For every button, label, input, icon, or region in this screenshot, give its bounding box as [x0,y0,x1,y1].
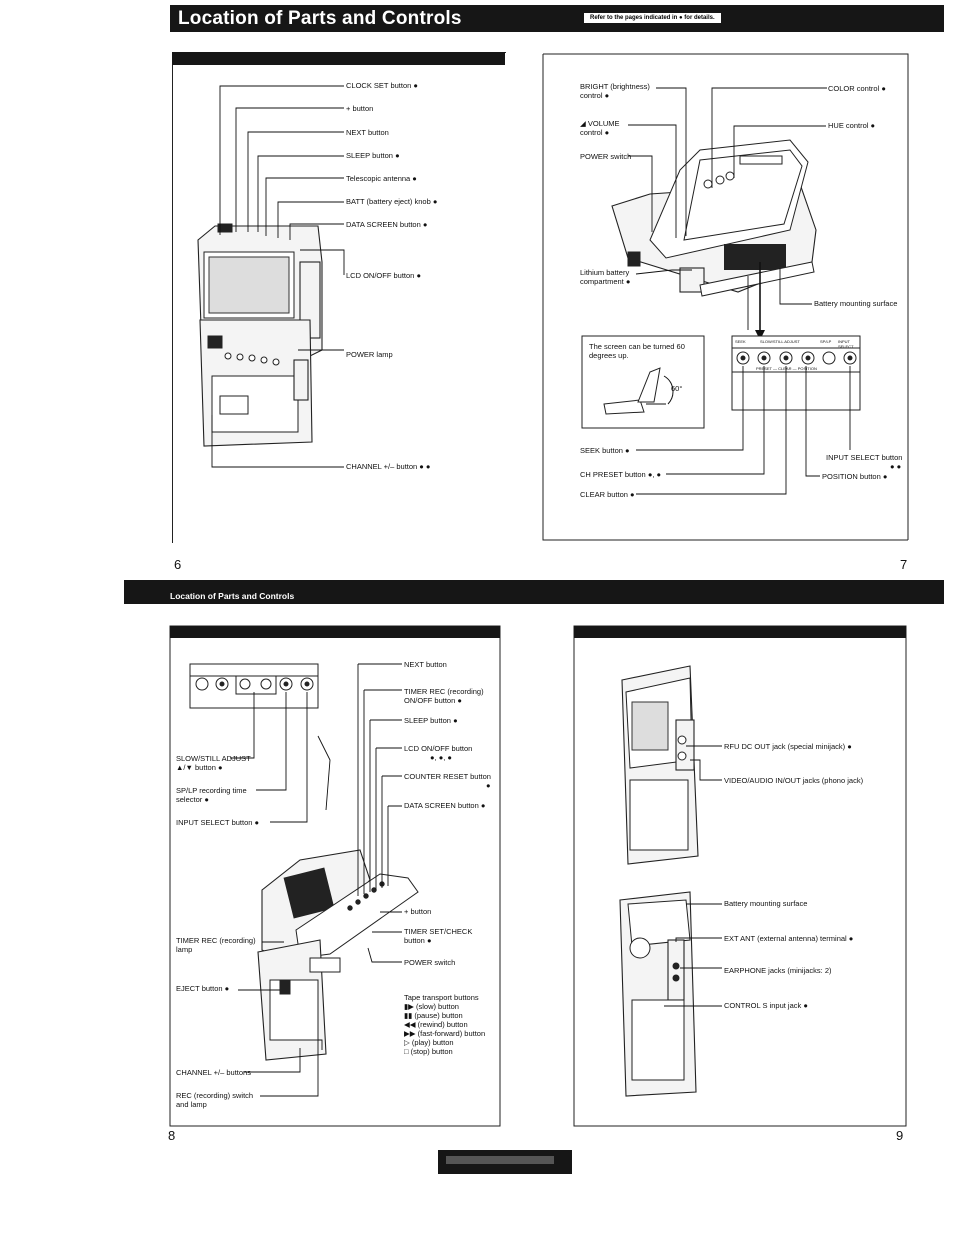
tv-side-device [622,666,698,864]
p8-sleep-label: SLEEP button ● [404,716,458,725]
ch-preset-text: CH PRESET button [580,470,646,479]
hue-control-label: HUE control ● [828,121,875,130]
power-lamp-label: POWER lamp [346,350,393,359]
page-number-7: 7 [900,557,908,572]
position-button-label: POSITION button ● [822,472,887,481]
p8-lcd-text: LCD ON/OFF button [404,744,473,753]
tape-item: ◀◀ (rewind) button [404,1020,468,1029]
p8-counter-text: COUNTER RESET button [404,772,491,781]
video-audio-label: VIDEO/AUDIO IN/OUT jacks (phono jack) [724,776,864,785]
p8-plus-label: + button [404,907,432,916]
clock-set-label: CLOCK SET button ● [346,81,418,90]
power-switch-label: POWER switch [580,152,632,161]
section-title: Location of Parts and Controls [170,591,295,601]
next-button-label: NEXT button [346,128,389,137]
panel-seek: SEEK [735,339,746,344]
p8-input-select-label: INPUT SELECT button ● [176,818,259,827]
rfu-jack-label: RFU DC OUT jack (special minijack) ● [724,742,852,751]
page-number-8: 8 [168,1128,176,1143]
tape-item: ▶▶ (fast-forward) button [404,1029,486,1038]
p8-timer-lamp-label: TIMER REC (recording) lamp [176,936,256,954]
tape-item: ▮▮ (pause) button [404,1011,463,1020]
panel-slow: SLOW/STILL ADJUST [760,339,800,344]
angle-label: 60° [671,384,683,393]
screen-note: The screen can be turned 60 degrees up. [589,342,685,360]
tape-item: ▷ (play) button [404,1038,454,1047]
section-bar [124,580,944,604]
panel-splp: SP/LP [820,339,832,344]
lithium-label: Lithium battery compartment ● [580,268,631,286]
p8-channel-label: CHANNEL +/– buttons [176,1068,251,1077]
p8-rec-switch-label: REC (recording) switch and lamp [176,1091,254,1109]
p8-splp-text: SP/LP recording time selector [176,786,247,804]
tv-back-device [620,892,696,1096]
p8-eject-label: EJECT button ● [176,984,229,993]
control-s-label: CONTROL S input jack ● [724,1001,808,1010]
p8-slow-still-label: SLOW/STILL ADJUST ▲/▼ button ● [176,754,251,772]
panel-input: INPUT SELECT [838,339,854,349]
p9-battery-surface-label: Battery mounting surface [724,899,808,908]
p8-lcd-label: LCD ON/OFF button ●, ●, ● [404,744,473,762]
p8-slow-still-text: SLOW/STILL ADJUST ▲/▼ button [176,754,251,772]
lithium-text: Lithium battery compartment [580,268,630,286]
sleep-button-label: SLEEP button ● [346,151,400,160]
tape-item: □ (stop) button [404,1047,453,1056]
tape-transport-list [404,993,485,1056]
page-number-9: 9 [896,1128,904,1143]
volume-label: ◢ VOLUME control ● [580,119,620,137]
batt-knob-label: BATT (battery eject) knob ● [346,197,437,206]
p8-timer-set-text: TIMER SET/CHECK button [404,927,473,945]
page-number-6: 6 [174,557,182,572]
earphone-label: EARPHONE jacks (minijacks: 2) [724,966,832,975]
page-title: Location of Parts and Controls [178,8,462,29]
details-note: Refer to the pages indicated in ● for details. [584,13,721,23]
p8-timer-rec-text: TIMER REC (recording) ON/OFF button [404,687,484,705]
tv-front-device [198,224,322,446]
bright-label: BRIGHT (brightness) control ● [580,82,650,100]
volume-text: ◢ VOLUME control [580,119,620,137]
panel-preset: PRESET — CLEAR — POSITION [756,366,817,371]
tv-open-device [612,140,816,296]
lcd-onoff-label: LCD ON/OFF button ● [346,271,421,280]
plus-button-label: + button [346,104,374,113]
p8-timer-set-label: TIMER SET/CHECK button ● [404,927,473,945]
seek-button-label: SEEK button ● [580,446,630,455]
p8-counter-label: COUNTER RESET button ● [404,772,491,790]
channel-button-text: CHANNEL +/– button [346,462,418,471]
input-select-text: INPUT SELECT button [826,453,903,462]
channel-button-label: CHANNEL +/– button ● ● [346,462,431,471]
color-control-label: COLOR control ● [828,84,886,93]
data-screen-label: DATA SCREEN button ● [346,220,427,229]
tape-transport-title: Tape transport buttons [404,993,479,1002]
p8-timer-rec-label: TIMER REC (recording) ON/OFF button ● [404,687,484,705]
p8-splp-label: SP/LP recording time selector ● [176,786,247,804]
bright-text: BRIGHT (brightness) control [580,82,650,100]
input-select-label: INPUT SELECT button ● ● [826,453,903,471]
p8-data-screen-label: DATA SCREEN button ● [404,801,485,810]
tv-rear-device [258,850,418,1060]
tape-item: ▮▶ (slow) button [404,1002,459,1011]
ch-preset-label: CH PRESET button ●, ● [580,470,662,479]
battery-surface-label: Battery mounting surface [814,299,898,308]
antenna-label: Telescopic antenna ● [346,174,417,183]
clear-button-label: CLEAR button ● [580,490,635,499]
p8-next-label: NEXT button [404,660,447,669]
p8-power-switch-label: POWER switch [404,958,456,967]
ext-ant-label: EXT ANT (external antenna) terminal ● [724,934,853,943]
